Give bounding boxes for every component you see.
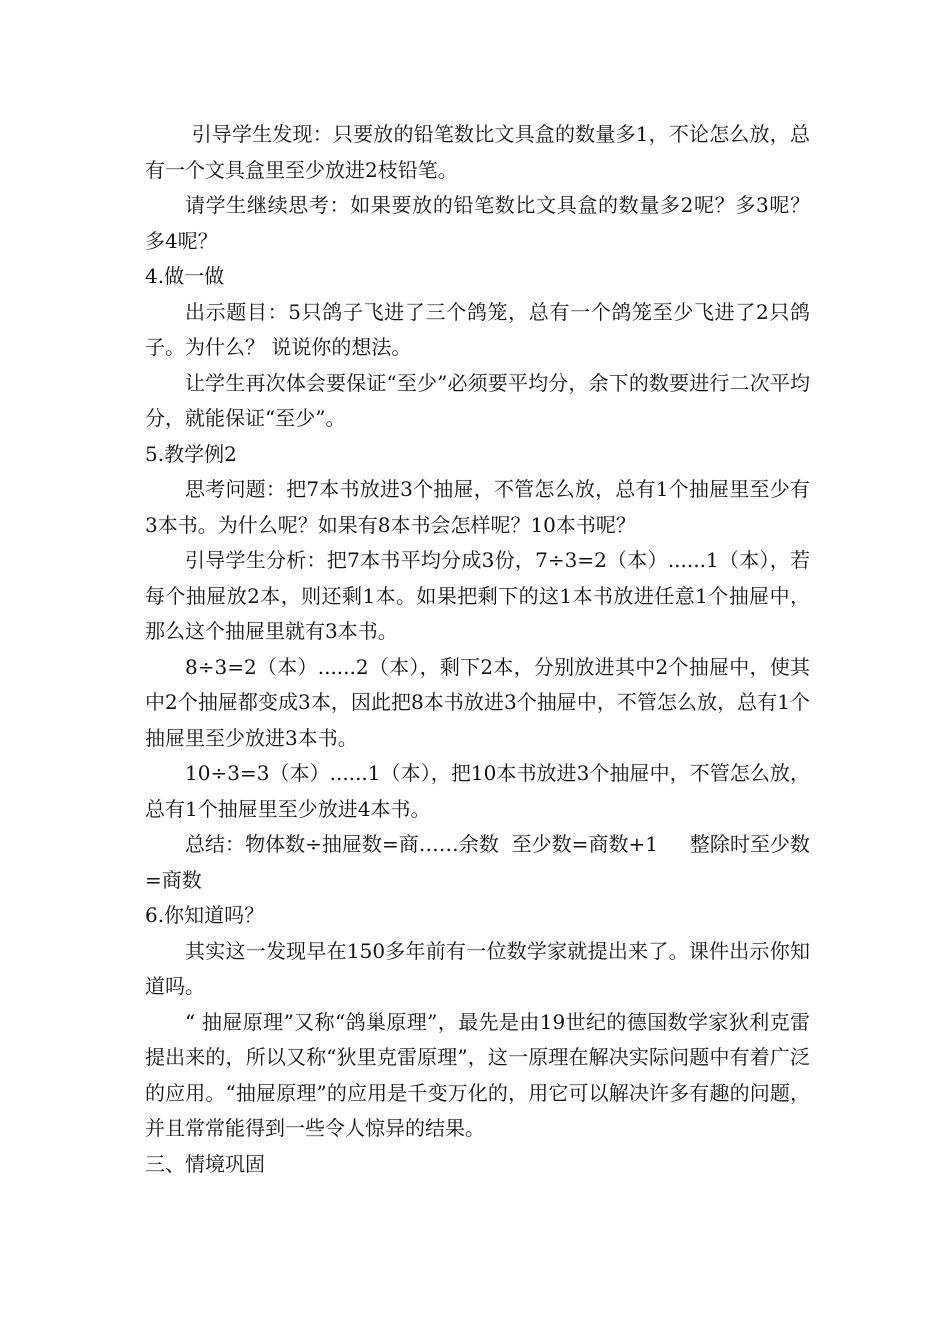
section-heading-did-you-know: 6.你知道吗？	[145, 903, 265, 927]
paragraph-at-least: 让学生再次体会要保证“至少”必须要平均分，余下的数要进行二次平均分，就能保证“至少”。	[145, 370, 810, 430]
paragraph-pigeonhole-principle: “ 抽屉原理”又称“鸽巢原理”，最先是由19世纪的德国数学家狄利克雷提出来的，所以又称“狄里克雷原理”，这一原理在解决实际问题中有着广泛的应用。“抽屉原理”的应用是千变万化的，用它可以解决许多有趣的问题，并且常常能得到一些令人惊异的结果。	[145, 1009, 810, 1140]
paragraph-history: 其实这一发现早在150多年前有一位数学家就提出来了。课件出示你知道吗。	[145, 938, 810, 998]
paragraph-discovery: 引导学生发现：只要放的铅笔数比文具盒的数量多1，不论怎么放，总有一个文具盒里至少放进2枝铅笔。	[145, 122, 811, 182]
paragraph-analysis-7-books: 引导学生分析：把7本书平均分成3份，7÷3=2（本）......1（本），若每个抽屉放2本，则还剩1本。如果把剩下的这1本书放进任意1个抽屉中，那么这个抽屉里就有3本书。	[145, 548, 810, 643]
paragraph-analysis-8-books: 8÷3=2（本）......2（本），剩下2本，分别放进其中2个抽屉中，使其中2个抽屉都变成3本，因此把8本书放进3个抽屉中，不管怎么放，总有1个抽屉里至少放进3本书。	[145, 654, 810, 750]
section-heading-example-2: 5.教学例2	[145, 441, 237, 466]
paragraph-continue-thinking: 请学生继续思考：如果要放的铅笔数比文具盒的数量多2呢？多3呢？多4呢？	[145, 193, 810, 253]
paragraph-thinking-question: 思考问题：把7本书放进3个抽屉，不管怎么放，总有1个抽屉里至少有3本书。为什么呢？如果有8本书会怎样呢？10本书呢？	[145, 477, 810, 537]
paragraph-summary: 总结：物体数÷抽屉数=商……余数 至少数=商数+1 整除时至少数=商数	[145, 832, 810, 892]
section-heading-practice: 4.做一做	[145, 264, 225, 288]
document-page	[145, 117, 810, 1182]
paragraph-pigeon-problem: 出示题目：5只鸽子飞进了三个鸽笼，总有一个鸽笼至少飞进了2只鸽子。为什么？ 说说你的想法。	[145, 299, 810, 359]
section-heading-consolidation: 三、情境巩固	[145, 1151, 265, 1176]
paragraph-analysis-10-books: 10÷3=3（本）......1（本），把10本书放进3个抽屉中，不管怎么放，总有1个抽屉里至少放进4本书。	[145, 761, 810, 821]
